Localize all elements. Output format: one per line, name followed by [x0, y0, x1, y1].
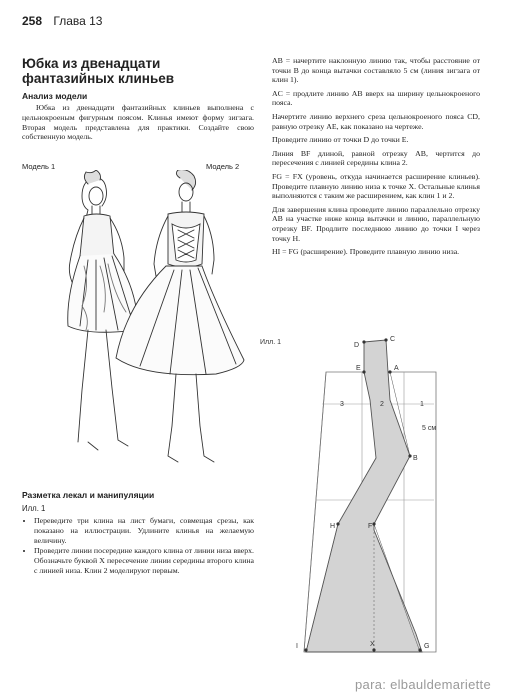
model-1-figure: [68, 170, 138, 450]
point-g: G: [424, 643, 430, 650]
watermark: para: elbauldemariette: [355, 677, 491, 692]
point-h: H: [330, 523, 336, 530]
page-header: [22, 14, 102, 28]
list-item: • Переведите три клина на лист бумаги, совмещая срезы, как показано на иллюстрации. Удлините клинья на желаемую величину.: [34, 516, 254, 545]
point-c: C: [390, 336, 396, 343]
markup-list: [22, 516, 254, 576]
instruction-de: Проведите линию от точки D до точки E.: [272, 135, 409, 145]
instruction-bf: Линия BF длиной, равной отрезку AB, чертится до пересечения с линией середины клина 2.: [272, 148, 480, 168]
left-column: [22, 56, 254, 142]
panel-1-label: 1: [420, 401, 424, 408]
analysis-text: Юбка из двенадцати фантазийных клиньев выполнена с цельнокроеным фигурным поясом. Клинья имеют форму зигзага. Вторая модель представлена для практики. Создайте свою собственную модель.: [22, 103, 254, 142]
model-1-label: Модель 1: [22, 162, 56, 171]
markup-section: [22, 490, 254, 577]
instruction-complete: Для завершения клина проведите линию параллельно отрезку AB на участке ниже конца вытачки и линию, параллельную отрезку BF. Продлите последнюю линию до точки I через точку H.: [272, 204, 480, 243]
panel-2-label: 2: [380, 401, 384, 408]
measure-label: 5 см: [422, 425, 437, 432]
instruction-cd: Начертите линию верхнего среза цельнокроеного пояса CD, равную отрезку AE, как показано на чертеже.: [272, 111, 480, 131]
page-title: Юбка из двенадцати фантазийных клиньев: [22, 56, 175, 86]
point-f: F: [368, 523, 373, 530]
ill-label-left: Илл. 1: [22, 504, 46, 513]
point-a: A: [394, 365, 399, 372]
analysis-heading: Анализ модели: [22, 91, 88, 101]
model-2-figure: [116, 170, 244, 462]
list-item: • Проведите линии посередине каждого клина от линии низа вверх. Обозначьте буквой X пересечение линии середины второго клина с линией низа. Клин 2 моделируют первым.: [34, 546, 254, 575]
instruction-fg: FG = FX (уровень, откуда начинается расширение клиньев). Проведите плавную линию низа к точке X. Остальные клинья выполняются с таким же расширением, как клин 1 и 2.: [272, 171, 480, 201]
chapter-title: Глава 13: [53, 14, 103, 28]
panel-3-label: 3: [340, 401, 344, 408]
point-i: I: [296, 643, 298, 650]
markup-heading: Разметка лекал и манипуляции: [22, 490, 155, 500]
instruction-hi: HI = FG (расширение). Проведите плавную линию низа.: [272, 247, 460, 257]
instruction-ac: AC = продлите линию AB вверх на ширину цельнокроеного пояса.: [272, 88, 480, 108]
right-column: [272, 56, 480, 261]
model-2-label: Модель 2: [206, 162, 240, 171]
page-number: 258: [22, 14, 43, 28]
fashion-illustration: [40, 170, 250, 475]
instruction-ab: AB = начертите наклонную линию так, чтобы расстояние от точки B до конца вытачки составляло 5 см (линия зигзага от клин 1).: [272, 56, 480, 85]
diagram-ill-label: Илл. 1: [260, 339, 281, 346]
pattern-diagram: [256, 334, 456, 660]
point-e: E: [356, 365, 361, 372]
point-d: D: [354, 342, 360, 349]
point-b: B: [413, 455, 418, 462]
point-x: X: [370, 641, 375, 648]
pattern-gore: [306, 340, 422, 652]
